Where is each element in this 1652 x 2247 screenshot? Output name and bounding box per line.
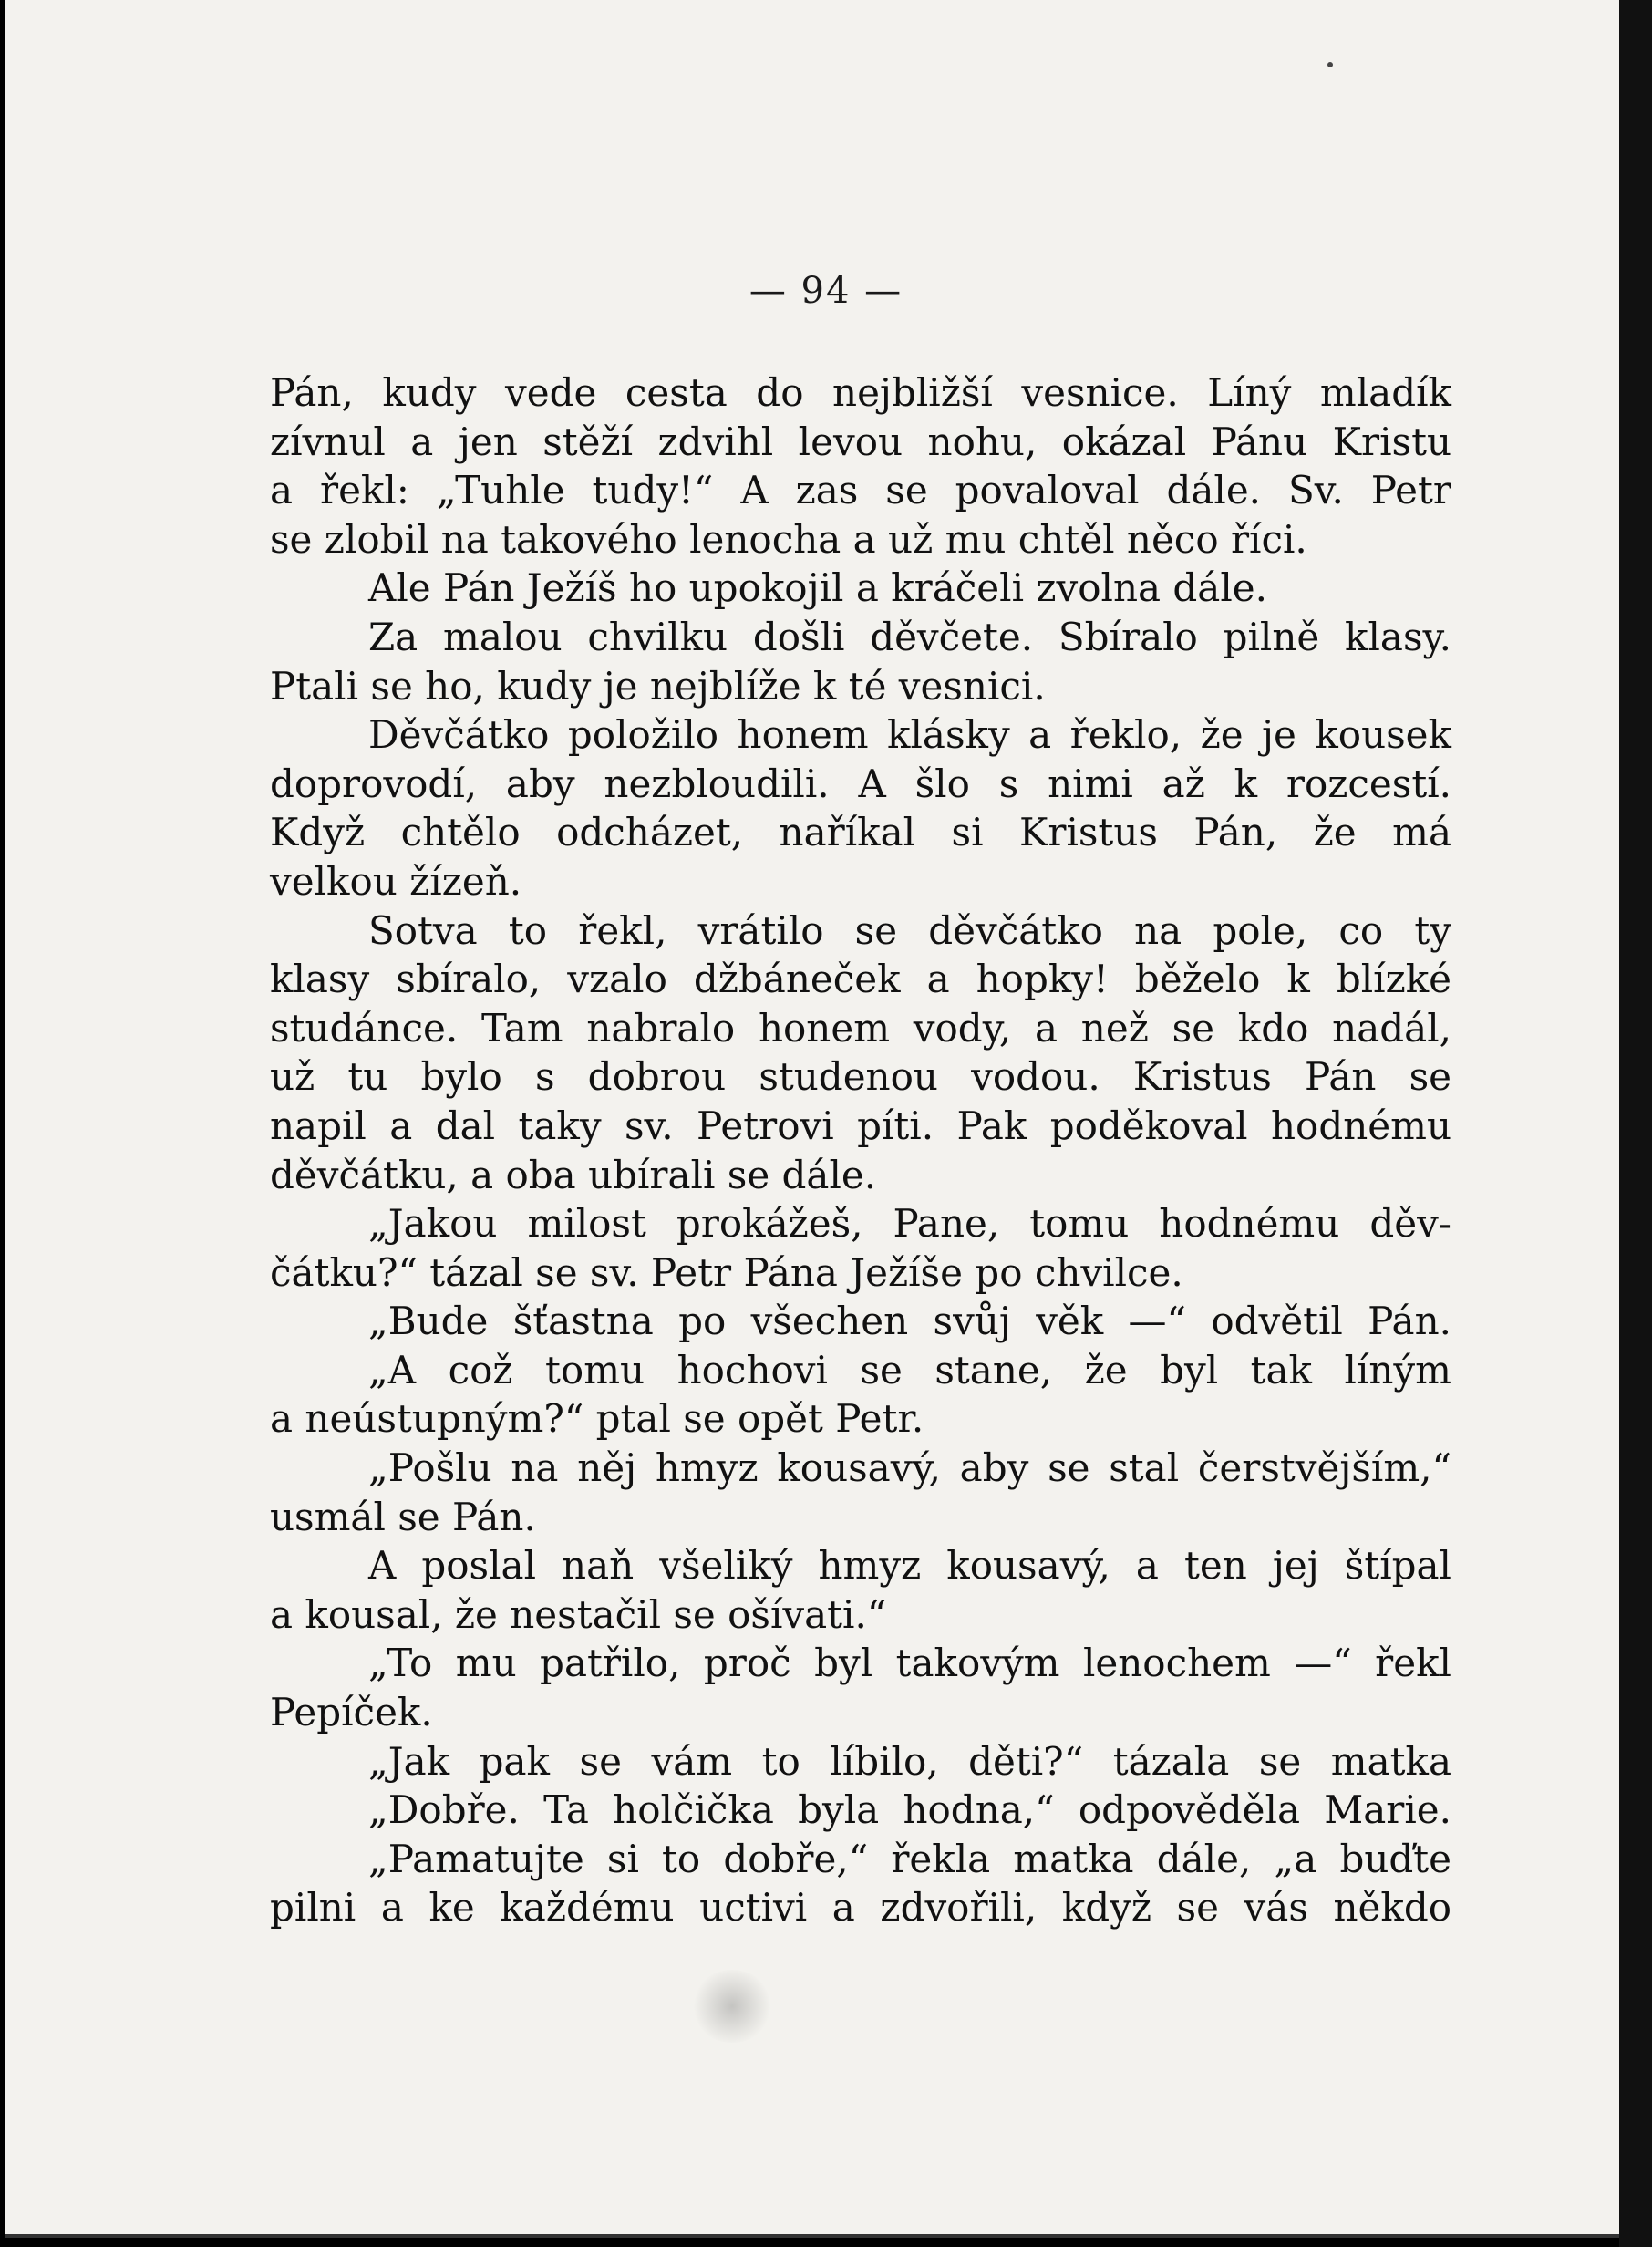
text-line: „Jak pak se vám to líbilo, děti?“ tázala se matka: [368, 1738, 1451, 1784]
text-line: doprovodí, aby nezbloudili. A šlo s nimi až k rozcestí.: [270, 761, 1451, 806]
text-line: a kousal, že nestačil se ošívati.“: [270, 1591, 887, 1637]
text-line: „Pošlu na něj hmyz kousavý, aby se stal čerstvějším,“: [368, 1445, 1451, 1491]
text-line: Za malou chvilku došli děvčete. Sbíralo pilně klasy.: [368, 614, 1451, 659]
text-line: a neústupným?“ ptal se opět Petr.: [270, 1396, 924, 1442]
text-line: čátku?“ tázal se sv. Petr Pána Ježíše po chvilce.: [270, 1249, 1183, 1295]
text-line: Děvčátko položilo honem klásky a řeklo, že je kousek: [368, 712, 1451, 758]
text-line: „Jakou milost prokážeš, Pane, tomu hodnému děv-: [368, 1201, 1451, 1247]
text-line: a řekl: „Tuhle tudy!“ A zas se povaloval dále. Sv. Petr: [270, 468, 1451, 513]
text-line: se zlobil na takového lenocha a už mu chtěl něco říci.: [270, 516, 1307, 562]
text-line: Pán, kudy vede cesta do nejbližší vesnice. Líný mladík: [270, 370, 1451, 415]
text-line: „Bude šťastna po všechen svůj věk —“ odvětil Pán.: [368, 1299, 1451, 1344]
text-line: Když chtělo odcházet, naříkal si Kristus Pán, že má: [270, 810, 1451, 855]
text-line: „Pamatujte si to dobře,“ řekla matka dále, „a buďte: [368, 1836, 1451, 1881]
text-line: Pepíček.: [270, 1690, 433, 1735]
text-line: napil a dal taky sv. Petrovi píti. Pak poděkoval hodnému: [270, 1103, 1451, 1148]
page-smudge: [691, 1970, 773, 2043]
ink-speck: [1327, 62, 1333, 67]
text-line: A poslal naň všeliký hmyz kousavý, a ten jej štípal: [368, 1543, 1451, 1589]
text-line: „Dobře. Ta holčička byla hodna,“ odpověděla Marie.: [368, 1787, 1451, 1833]
text-line: studánce. Tam nabralo honem vody, a než se kdo nadál,: [270, 1005, 1451, 1051]
text-line: „To mu patřilo, proč byl takovým lenochem —“ řekl: [368, 1641, 1451, 1686]
text-line: děvčátku, a oba ubírali se dále.: [270, 1152, 877, 1197]
text-line: „A což tomu hochovi se stane, že byl tak líným: [368, 1347, 1451, 1393]
text-line: Ale Pán Ježíš ho upokojil a kráčeli zvolna dále.: [368, 565, 1267, 611]
text-line: Sotva to řekl, vrátilo se děvčátko na pole, co ty: [368, 907, 1451, 953]
text-line: zívnul a jen stěží zdvihl levou nohu, okázal Pánu Kristu: [270, 419, 1451, 464]
text-line: už tu bylo s dobrou studenou vodou. Kristus Pán se: [270, 1054, 1451, 1100]
text-line: velkou žízeň.: [270, 858, 522, 904]
body-text: [270, 368, 1451, 1932]
text-line: Ptali se ho, kudy je nejblíže k té vesnici.: [270, 663, 1046, 709]
text-line: usmál se Pán.: [270, 1494, 536, 1539]
page-number: — 94 —: [749, 270, 903, 312]
text-line: klasy sbíralo, vzalo džbáneček a hopky! běželo k blízké: [270, 957, 1451, 1002]
text-line: pilni a ke každému uctivi a zdvořili, když se vás někdo: [270, 1885, 1451, 1931]
scan-edge: [1619, 0, 1652, 2247]
